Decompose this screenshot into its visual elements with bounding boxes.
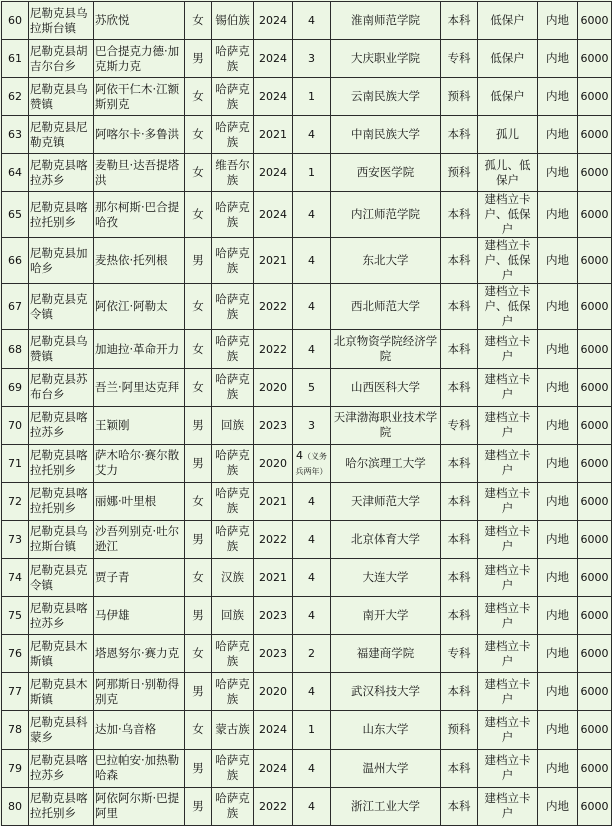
student-name: 阿依干仁木·江额斯别克 (94, 78, 185, 116)
student-name: 达加·乌音格 (94, 711, 185, 749)
degree-level: 预科 (441, 78, 478, 116)
student-name: 贾子青 (94, 559, 185, 597)
degree-level: 本科 (441, 238, 478, 284)
table-row (2, 154, 612, 192)
row-number: 67 (2, 284, 29, 330)
ethnicity-cell: 哈萨克族 (212, 444, 254, 482)
aid-category: 低保户 (478, 2, 538, 40)
aid-amount: 6000 (578, 78, 612, 116)
study-region: 内地 (538, 482, 578, 520)
aid-category: 建档立卡户 (478, 597, 538, 635)
student-name: 王颖刚 (94, 406, 185, 444)
school-name: 东北大学 (331, 238, 441, 284)
aid-category: 低保户 (478, 40, 538, 78)
gender-cell: 女 (185, 711, 212, 749)
aid-amount: 6000 (578, 2, 612, 40)
table-row (2, 787, 612, 825)
aid-category: 建档立卡户、低保户 (478, 284, 538, 330)
gender-cell: 男 (185, 787, 212, 825)
degree-level: 本科 (441, 749, 478, 787)
enrollment-year: 2024 (254, 749, 293, 787)
row-number: 79 (2, 749, 29, 787)
ethnicity-cell: 哈萨克族 (212, 40, 254, 78)
enrollment-year: 2020 (254, 368, 293, 406)
table-row (2, 711, 612, 749)
table-row (2, 40, 612, 78)
school-name: 淮南师范学院 (331, 2, 441, 40)
aid-amount: 6000 (578, 406, 612, 444)
gender-cell: 女 (185, 192, 212, 238)
aid-category: 建档立卡户 (478, 444, 538, 482)
row-number: 70 (2, 406, 29, 444)
aid-category: 建档立卡户 (478, 673, 538, 711)
enrollment-year: 2024 (254, 192, 293, 238)
ethnicity-cell: 哈萨克族 (212, 673, 254, 711)
row-number: 64 (2, 154, 29, 192)
row-number: 63 (2, 116, 29, 154)
study-length: 4 (293, 192, 331, 238)
school-name: 大庆职业学院 (331, 40, 441, 78)
gender-cell: 男 (185, 238, 212, 284)
study-region: 内地 (538, 330, 578, 368)
study-length: 4 (293, 559, 331, 597)
enrollment-year: 2024 (254, 711, 293, 749)
school-name: 山东大学 (331, 711, 441, 749)
study-region: 内地 (538, 238, 578, 284)
table-row (2, 2, 612, 40)
table-row (2, 192, 612, 238)
aid-category: 建档立卡户 (478, 520, 538, 558)
study-region: 内地 (538, 635, 578, 673)
ethnicity-cell: 哈萨克族 (212, 368, 254, 406)
study-length: 2 (293, 635, 331, 673)
gender-cell: 男 (185, 40, 212, 78)
town-cell: 尼勒克县克令镇 (29, 559, 94, 597)
study-region: 内地 (538, 559, 578, 597)
aid-category: 建档立卡户 (478, 559, 538, 597)
town-cell: 尼勒克县加哈乡 (29, 238, 94, 284)
enrollment-year: 2023 (254, 406, 293, 444)
aid-category: 建档立卡户 (478, 749, 538, 787)
ethnicity-cell: 哈萨克族 (212, 284, 254, 330)
enrollment-year: 2020 (254, 673, 293, 711)
school-name: 北京体育大学 (331, 520, 441, 558)
aid-amount: 6000 (578, 192, 612, 238)
student-name: 萨木哈尔·赛尔散艾力 (94, 444, 185, 482)
aid-category: 低保户 (478, 78, 538, 116)
enrollment-year: 2024 (254, 40, 293, 78)
town-cell: 尼勒克县尼勒克镇 (29, 116, 94, 154)
enrollment-year: 2024 (254, 154, 293, 192)
study-length: 3 (293, 406, 331, 444)
degree-level: 本科 (441, 2, 478, 40)
study-region: 内地 (538, 711, 578, 749)
student-name: 沙吾列别克·吐尔逊江 (94, 520, 185, 558)
gender-cell: 女 (185, 559, 212, 597)
student-name: 阿喀尔卡·多鲁洪 (94, 116, 185, 154)
study-length: 4 (293, 116, 331, 154)
gender-cell: 女 (185, 154, 212, 192)
row-number: 80 (2, 787, 29, 825)
row-number: 74 (2, 559, 29, 597)
study-length: 4 (293, 2, 331, 40)
ethnicity-cell: 回族 (212, 597, 254, 635)
student-name: 丽娜·叶里根 (94, 482, 185, 520)
enrollment-year: 2024 (254, 2, 293, 40)
school-name: 南开大学 (331, 597, 441, 635)
school-name: 浙江工业大学 (331, 787, 441, 825)
school-name: 西安医学院 (331, 154, 441, 192)
study-length: 4 (293, 787, 331, 825)
study-length: 4 (293, 597, 331, 635)
study-length: 4 (293, 238, 331, 284)
study-region: 内地 (538, 116, 578, 154)
degree-level: 预科 (441, 711, 478, 749)
degree-level: 专科 (441, 406, 478, 444)
aid-category: 建档立卡户 (478, 368, 538, 406)
row-number: 73 (2, 520, 29, 558)
aid-category: 建档立卡户、低保户 (478, 192, 538, 238)
study-region: 内地 (538, 520, 578, 558)
enrollment-year: 2023 (254, 635, 293, 673)
town-cell: 尼勒克县木斯镇 (29, 673, 94, 711)
table-row (2, 406, 612, 444)
town-cell: 尼勒克县苏布台乡 (29, 368, 94, 406)
table-row (2, 482, 612, 520)
town-cell: 尼勒克县喀拉苏乡 (29, 406, 94, 444)
enrollment-year: 2022 (254, 284, 293, 330)
school-name: 武汉科技大学 (331, 673, 441, 711)
enrollment-year: 2022 (254, 520, 293, 558)
degree-level: 本科 (441, 597, 478, 635)
table-row (2, 597, 612, 635)
table-row (2, 284, 612, 330)
aid-amount: 6000 (578, 238, 612, 284)
school-name: 温州大学 (331, 749, 441, 787)
row-number: 61 (2, 40, 29, 78)
table-row (2, 673, 612, 711)
enrollment-year: 2023 (254, 597, 293, 635)
enrollment-year: 2021 (254, 116, 293, 154)
degree-level: 专科 (441, 635, 478, 673)
town-cell: 尼勒克县喀拉苏乡 (29, 749, 94, 787)
study-length: 5 (293, 368, 331, 406)
student-name: 马伊雄 (94, 597, 185, 635)
town-cell: 尼勒克县乌拉斯台镇 (29, 2, 94, 40)
table-row (2, 116, 612, 154)
table-row (2, 368, 612, 406)
enrollment-year: 2021 (254, 559, 293, 597)
student-name: 巴合提克力德·加克斯力克 (94, 40, 185, 78)
ethnicity-cell: 蒙古族 (212, 711, 254, 749)
school-name: 云南民族大学 (331, 78, 441, 116)
study-region: 内地 (538, 749, 578, 787)
study-region: 内地 (538, 40, 578, 78)
study-region: 内地 (538, 787, 578, 825)
enrollment-year: 2022 (254, 787, 293, 825)
degree-level: 本科 (441, 368, 478, 406)
row-number: 62 (2, 78, 29, 116)
ethnicity-cell: 哈萨克族 (212, 635, 254, 673)
student-name: 加迪拉·革命开力 (94, 330, 185, 368)
row-number: 78 (2, 711, 29, 749)
ethnicity-cell: 哈萨克族 (212, 482, 254, 520)
ethnicity-cell: 哈萨克族 (212, 238, 254, 284)
aid-amount: 6000 (578, 116, 612, 154)
gender-cell: 男 (185, 597, 212, 635)
study-length: 4 (293, 284, 331, 330)
ethnicity-cell: 哈萨克族 (212, 192, 254, 238)
student-name: 苏欣悦 (94, 2, 185, 40)
gender-cell: 女 (185, 330, 212, 368)
school-name: 大连大学 (331, 559, 441, 597)
study-region: 内地 (538, 284, 578, 330)
study-length: 4 (293, 330, 331, 368)
table-row (2, 78, 612, 116)
gender-cell: 男 (185, 673, 212, 711)
degree-level: 本科 (441, 192, 478, 238)
town-cell: 尼勒克县木斯镇 (29, 635, 94, 673)
aid-amount: 6000 (578, 673, 612, 711)
study-length: 4 (293, 749, 331, 787)
degree-level: 预科 (441, 154, 478, 192)
enrollment-year: 2021 (254, 238, 293, 284)
student-name: 那尔柯斯·巴合提哈孜 (94, 192, 185, 238)
gender-cell: 男 (185, 444, 212, 482)
table-row (2, 749, 612, 787)
town-cell: 尼勒克县喀拉苏乡 (29, 597, 94, 635)
ethnicity-cell: 哈萨克族 (212, 330, 254, 368)
student-aid-table (1, 1, 612, 826)
enrollment-year: 2022 (254, 330, 293, 368)
degree-level: 本科 (441, 330, 478, 368)
enrollment-year: 2021 (254, 482, 293, 520)
row-number: 76 (2, 635, 29, 673)
row-number: 68 (2, 330, 29, 368)
gender-cell: 女 (185, 635, 212, 673)
study-length: 3 (293, 40, 331, 78)
ethnicity-cell: 哈萨克族 (212, 78, 254, 116)
aid-category: 建档立卡户、低保户 (478, 238, 538, 284)
student-name: 巴拉帕安·加热勒哈森 (94, 749, 185, 787)
enrollment-year: 2024 (254, 78, 293, 116)
degree-level: 本科 (441, 673, 478, 711)
town-cell: 尼勒克县喀拉苏乡 (29, 154, 94, 192)
gender-cell: 男 (185, 520, 212, 558)
town-cell: 尼勒克县喀拉托别乡 (29, 192, 94, 238)
student-name: 麦勒旦·达吾提塔洪 (94, 154, 185, 192)
study-region: 内地 (538, 673, 578, 711)
row-number: 65 (2, 192, 29, 238)
aid-category: 孤儿 (478, 116, 538, 154)
school-name: 西北师范大学 (331, 284, 441, 330)
town-cell: 尼勒克县乌拉斯台镇 (29, 520, 94, 558)
ethnicity-cell: 汉族 (212, 559, 254, 597)
gender-cell: 女 (185, 284, 212, 330)
study-region: 内地 (538, 78, 578, 116)
aid-amount: 6000 (578, 368, 612, 406)
school-name: 内江师范学院 (331, 192, 441, 238)
degree-level: 专科 (441, 40, 478, 78)
ethnicity-cell: 哈萨克族 (212, 749, 254, 787)
study-length-note: （义务兵两年） (295, 452, 328, 477)
gender-cell: 女 (185, 78, 212, 116)
school-name: 天津师范大学 (331, 482, 441, 520)
gender-cell: 女 (185, 482, 212, 520)
degree-level: 本科 (441, 444, 478, 482)
study-region: 内地 (538, 406, 578, 444)
aid-amount: 6000 (578, 330, 612, 368)
table-row (2, 444, 612, 482)
degree-level: 本科 (441, 559, 478, 597)
degree-level: 本科 (441, 284, 478, 330)
aid-amount: 6000 (578, 787, 612, 825)
school-name: 哈尔滨理工大学 (331, 444, 441, 482)
study-length: 4 (293, 482, 331, 520)
study-region: 内地 (538, 192, 578, 238)
aid-amount: 6000 (578, 749, 612, 787)
enrollment-year: 2020 (254, 444, 293, 482)
school-name: 中南民族大学 (331, 116, 441, 154)
degree-level: 本科 (441, 482, 478, 520)
gender-cell: 女 (185, 2, 212, 40)
table-row (2, 238, 612, 284)
school-name: 福建商学院 (331, 635, 441, 673)
aid-category: 建档立卡户 (478, 787, 538, 825)
study-length: 4 (293, 673, 331, 711)
student-name: 阿依江·阿勒太 (94, 284, 185, 330)
ethnicity-cell: 回族 (212, 406, 254, 444)
row-number: 71 (2, 444, 29, 482)
study-length: 1 (293, 154, 331, 192)
ethnicity-cell: 哈萨克族 (212, 520, 254, 558)
ethnicity-cell: 维吾尔族 (212, 154, 254, 192)
town-cell: 尼勒克县喀拉托别乡 (29, 787, 94, 825)
aid-amount: 6000 (578, 482, 612, 520)
table-row (2, 330, 612, 368)
aid-amount: 6000 (578, 444, 612, 482)
row-number: 69 (2, 368, 29, 406)
student-name: 吾兰·阿里达克拜 (94, 368, 185, 406)
school-name: 北京物资学院经济学院 (331, 330, 441, 368)
gender-cell: 男 (185, 749, 212, 787)
row-number: 77 (2, 673, 29, 711)
ethnicity-cell: 哈萨克族 (212, 116, 254, 154)
study-region: 内地 (538, 597, 578, 635)
row-number: 72 (2, 482, 29, 520)
ethnicity-cell: 锡伯族 (212, 2, 254, 40)
student-name: 阿依阿尔斯·巴提阿里 (94, 787, 185, 825)
town-cell: 尼勒克县乌赞镇 (29, 330, 94, 368)
town-cell: 尼勒克县喀拉托别乡 (29, 482, 94, 520)
study-length: 4 (293, 520, 331, 558)
town-cell: 尼勒克县喀拉托别乡 (29, 444, 94, 482)
town-cell: 尼勒克县胡吉尔台乡 (29, 40, 94, 78)
degree-level: 本科 (441, 787, 478, 825)
aid-amount: 6000 (578, 520, 612, 558)
gender-cell: 男 (185, 406, 212, 444)
aid-amount: 6000 (578, 154, 612, 192)
gender-cell: 女 (185, 368, 212, 406)
school-name: 山西医科大学 (331, 368, 441, 406)
gender-cell: 女 (185, 116, 212, 154)
study-length: 1 (293, 78, 331, 116)
aid-category: 孤儿、低保户 (478, 154, 538, 192)
aid-amount: 6000 (578, 597, 612, 635)
aid-amount: 6000 (578, 40, 612, 78)
aid-category: 建档立卡户 (478, 711, 538, 749)
row-number: 60 (2, 2, 29, 40)
table-row (2, 559, 612, 597)
school-name: 天津渤海职业技术学院 (331, 406, 441, 444)
aid-category: 建档立卡户 (478, 330, 538, 368)
town-cell: 尼勒克县科蒙乡 (29, 711, 94, 749)
table-row (2, 520, 612, 558)
ethnicity-cell: 哈萨克族 (212, 787, 254, 825)
study-region: 内地 (538, 368, 578, 406)
town-cell: 尼勒克县乌赞镇 (29, 78, 94, 116)
study-region: 内地 (538, 2, 578, 40)
student-name: 塔恩努尔·赛力克 (94, 635, 185, 673)
aid-amount: 6000 (578, 711, 612, 749)
student-name: 阿那斯日·别勒得别克 (94, 673, 185, 711)
aid-category: 建档立卡户 (478, 635, 538, 673)
study-region: 内地 (538, 444, 578, 482)
degree-level: 本科 (441, 520, 478, 558)
study-length: 1 (293, 711, 331, 749)
study-length: 4（义务兵两年） (293, 444, 331, 482)
aid-amount: 6000 (578, 635, 612, 673)
row-number: 75 (2, 597, 29, 635)
degree-level: 本科 (441, 116, 478, 154)
study-region: 内地 (538, 154, 578, 192)
aid-category: 建档立卡户 (478, 406, 538, 444)
aid-amount: 6000 (578, 559, 612, 597)
town-cell: 尼勒克县克令镇 (29, 284, 94, 330)
student-name: 麦热依·托列根 (94, 238, 185, 284)
table-row (2, 635, 612, 673)
aid-category: 建档立卡户 (478, 482, 538, 520)
row-number: 66 (2, 238, 29, 284)
aid-amount: 6000 (578, 284, 612, 330)
